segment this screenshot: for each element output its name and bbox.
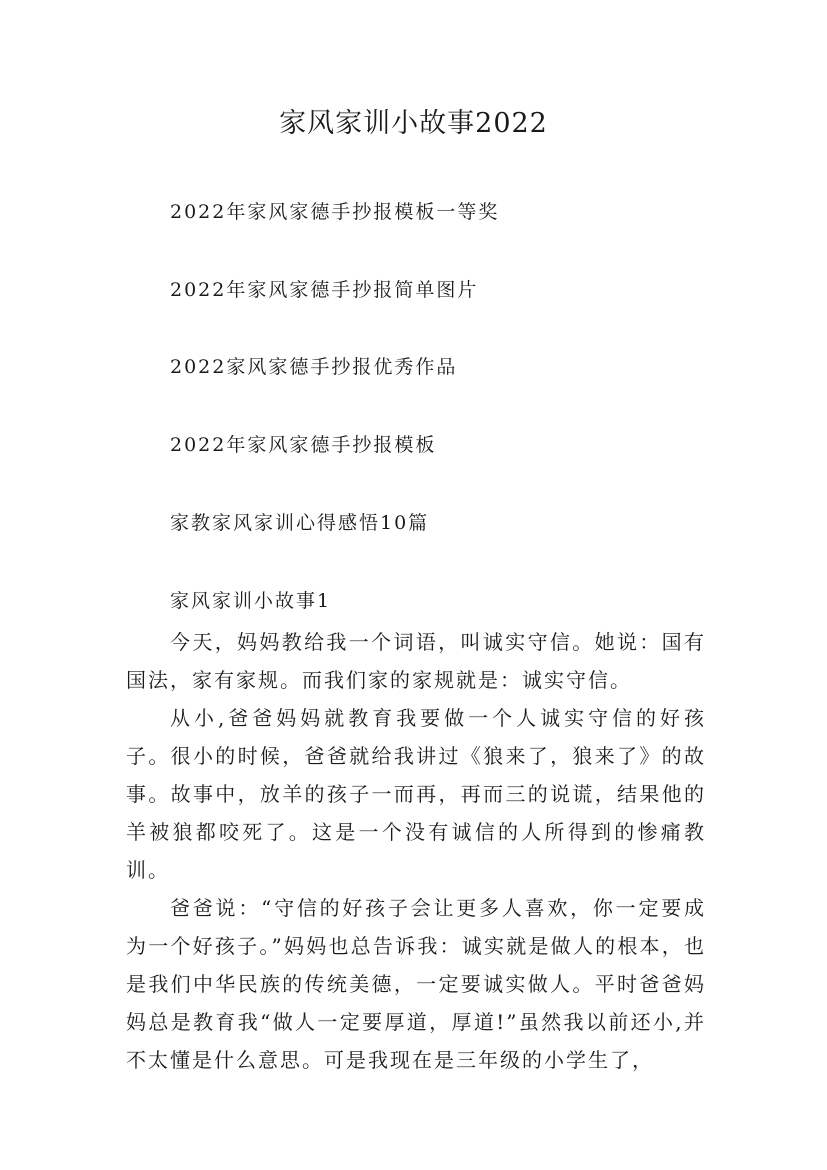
paragraph-2: 从小,爸爸妈妈就教育我要做一个人诚实守信的好孩子。很小的时候，爸爸就给我讲过《狼来了，狼来了》的故事。故事中，放羊的孩子一而再，再而三的说谎，结果他的羊被狼都咬死了。这是一个没有诚信的人所得到的惨痛教训。: [126, 706, 706, 882]
document-title: 家风家训小故事2022: [279, 108, 548, 139]
related-link-4[interactable]: 2022年家风家德手抄报模板: [170, 434, 437, 456]
related-link-5[interactable]: 家教家风家训心得感悟10篇: [170, 512, 430, 534]
paragraph-1: 今天，妈妈教给我一个词语，叫诚实守信。她说：国有国法，家有家规。而我们家的家规就是：诚实守信。: [126, 630, 706, 692]
related-link-3[interactable]: 2022家风家德手抄报优秀作品: [170, 356, 458, 378]
section-heading: 家风家训小故事1: [170, 590, 332, 612]
related-link-1[interactable]: 2022年家风家德手抄报模板一等奖: [170, 201, 500, 223]
story-body: [126, 623, 706, 1079]
related-link-2[interactable]: 2022年家风家德手抄报简单图片: [170, 279, 479, 301]
paragraph-3: 爸爸说：“守信的好孩子会让更多人喜欢，你一定要成为一个好孩子。”妈妈也总告诉我：诚实就是做人的根本，也是我们中华民族的传统美德，一定要诚实做人。平时爸爸妈妈总是教育我“做人一定要厚道，厚道!”虽然我以前还小,并不太懂是什么意思。可是我现在是三年级的小学生了，: [126, 896, 706, 1072]
